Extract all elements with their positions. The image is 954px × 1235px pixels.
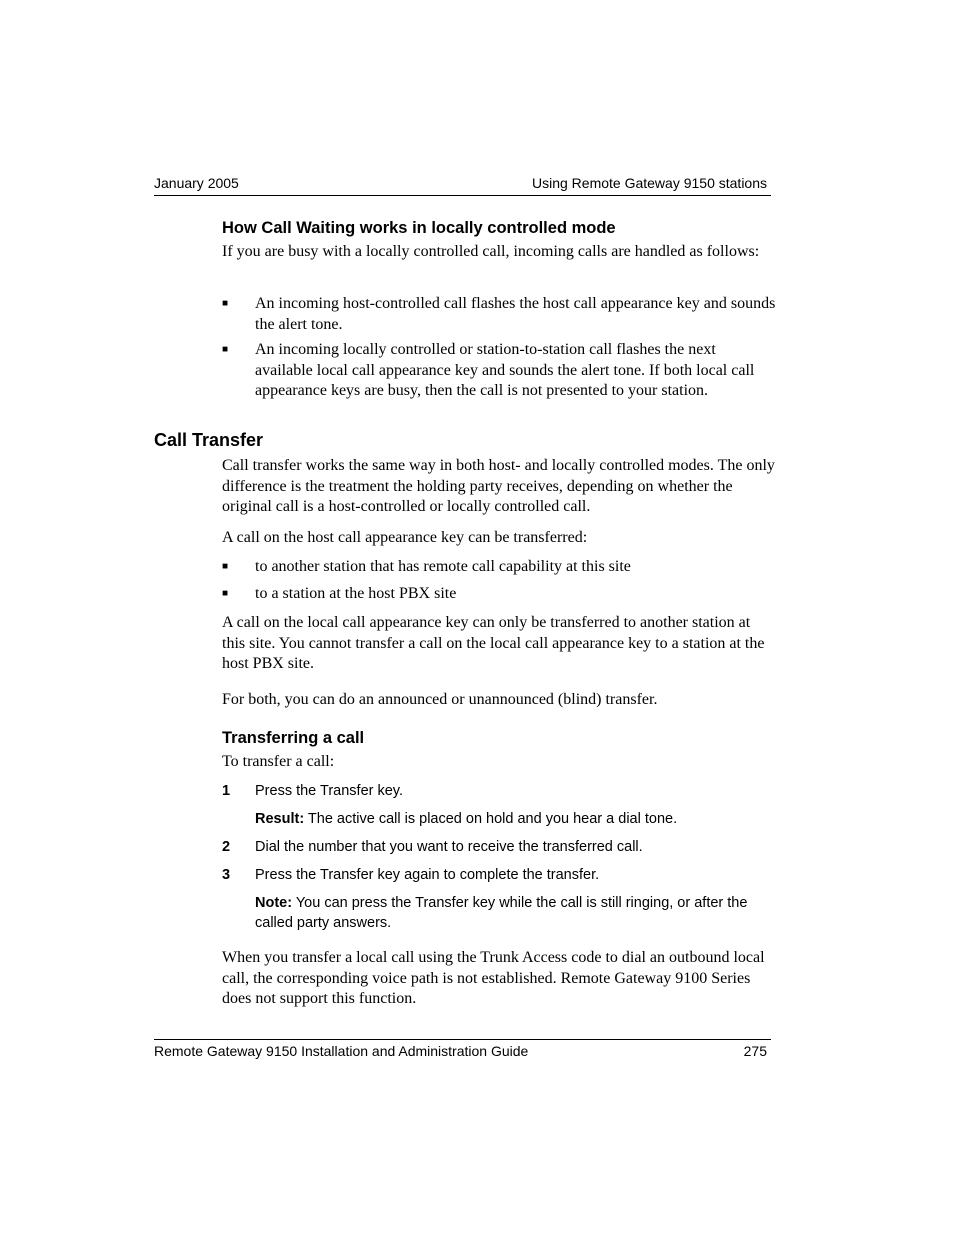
list-item-text: An incoming host-controlled call flashes the host call appearance key and sounds the alert tone. — [255, 295, 776, 333]
step-text: Dial the number that you want to receive the transferred call. — [255, 839, 643, 855]
list-item-text: to a station at the host PBX site — [255, 585, 457, 602]
paragraph-host-key-transfer: A call on the host call appearance key can be transferred: — [222, 529, 588, 546]
result-text: The active call is placed on hold and you hear a dial tone. — [304, 811, 678, 827]
section-heading-transferring-a-call: Transferring a call — [222, 729, 365, 747]
list-item-text: An incoming locally controlled or station-to-station call flashes the next available local call appearance key and sounds the alert tone. If both local call appearance keys are busy, then the call is not presented to your station. — [255, 341, 755, 399]
bullet-icon: ■ — [222, 561, 229, 572]
step-number: 3 — [222, 867, 231, 883]
bullet-icon: ■ — [222, 588, 229, 599]
section-heading-call-waiting: How Call Waiting works in locally controlled mode — [222, 219, 616, 237]
result-label: Result: — [255, 811, 305, 827]
step-text: Press the Transfer key. — [255, 783, 404, 799]
list-item-text: to another station that has remote call capability at this site — [255, 558, 631, 575]
paragraph-call-transfer-overview: Call transfer works the same way in both host- and locally controlled modes. The only difference is the treatment the holding party receives, depending on whether the original call is a host-controlled or locally controlled call. — [222, 457, 775, 515]
paragraph-procedure-intro: To transfer a call: — [222, 753, 335, 770]
note-label: Note: — [255, 895, 293, 911]
step-number: 1 — [222, 783, 231, 799]
paragraph-local-key-transfer: A call on the local call appearance key can only be transferred to another station at this site. You cannot transfer a call on the local call appearance key to a station at the host PBX site. — [222, 614, 765, 672]
page-footer — [154, 1039, 771, 1059]
header-date: January 2005 — [154, 175, 239, 191]
page-header — [154, 175, 771, 196]
note-text: You can press the Transfer key while the call is still ringing, or after the called party answers. — [255, 895, 748, 931]
bullet-icon: ■ — [222, 298, 229, 309]
paragraph-trunk-access-limitation: When you transfer a local call using the Trunk Access code to dial an outbound local call, the corresponding voice path is not established. Remote Gateway 9100 Series does not support this function. — [222, 949, 765, 1007]
header-chapter-title: Using Remote Gateway 9150 stations — [531, 175, 767, 191]
paragraph-call-waiting-intro: If you are busy with a locally controlled call, incoming calls are handled as follows: — [222, 243, 760, 260]
step-number: 2 — [222, 839, 231, 855]
paragraph-transfer-types: For both, you can do an announced or unannounced (blind) transfer. — [222, 691, 658, 708]
page-number: 275 — [743, 1043, 767, 1059]
step-note — [255, 894, 770, 933]
step-text: Press the Transfer key again to complete the transfer. — [255, 867, 600, 883]
step-result — [255, 810, 770, 830]
bullet-icon: ■ — [222, 344, 229, 355]
section-heading-call-transfer: Call Transfer — [154, 430, 264, 450]
footer-document-title: Remote Gateway 9150 Installation and Administration Guide — [154, 1043, 529, 1059]
